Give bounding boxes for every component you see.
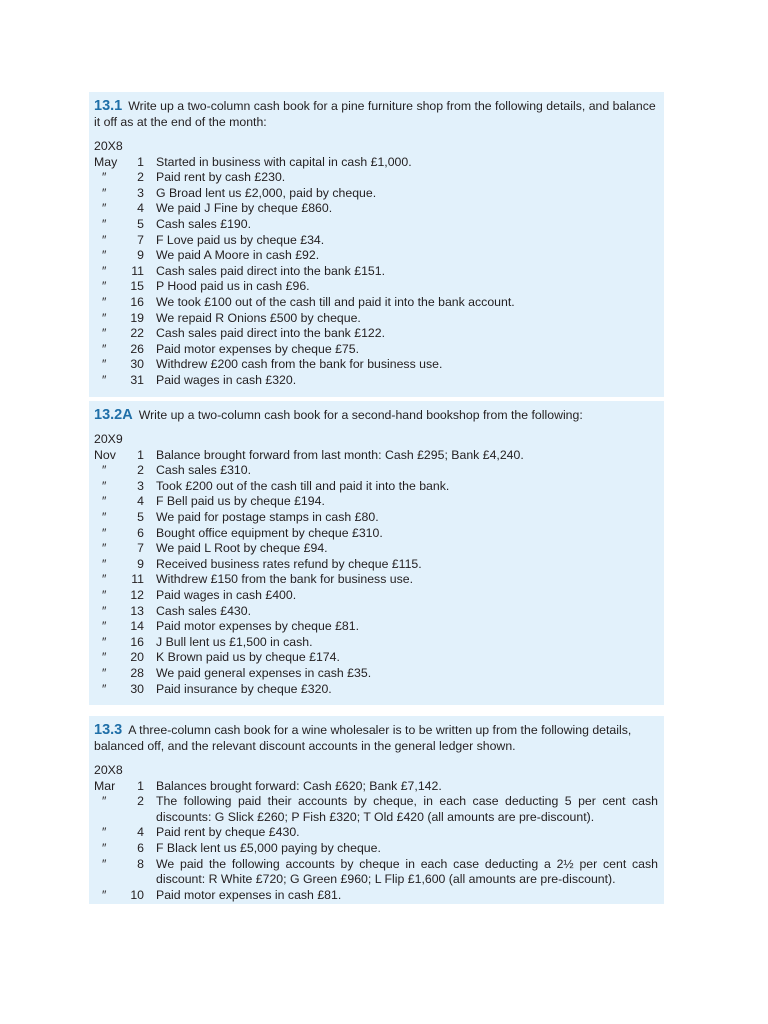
entry-text: Withdrew £200 cash from the bank for business use. (156, 357, 443, 372)
exercise-heading (94, 722, 658, 754)
entry-row (94, 888, 658, 904)
entry-text: We paid J Fine by cheque £860. (156, 201, 333, 216)
entry-text: We paid L Root by cheque £94. (156, 541, 328, 556)
entry-text: Cash sales £310. (156, 463, 252, 478)
entry-text: Cash sales paid direct into the bank £151. (156, 263, 386, 278)
month-label: May (94, 154, 118, 169)
entry-day: 10 (130, 887, 144, 902)
entry-day: 4 (137, 494, 144, 509)
ditto-mark: ″ (102, 310, 107, 325)
entry-day: 5 (137, 509, 144, 524)
entry-text: Balances brought forward: Cash £620; Bank £7,142. (156, 778, 442, 793)
entry-day: 3 (137, 478, 144, 493)
entry-day: 30 (130, 357, 144, 372)
ditto-mark: ″ (102, 650, 107, 665)
entry-day: 5 (137, 216, 144, 231)
entry-text: F Black lent us £5,000 paying by cheque. (156, 840, 381, 855)
ditto-mark: ″ (102, 619, 107, 634)
ditto-mark: ″ (102, 525, 107, 540)
entry-row (94, 635, 658, 651)
entry-day: 22 (130, 326, 144, 341)
entry-text: Paid rent by cash £230. (156, 170, 286, 185)
exercise-13-1 (89, 92, 664, 397)
entry-text: P Hood paid us in cash £96. (156, 279, 310, 294)
entry-text: We paid for postage stamps in cash £80. (156, 509, 379, 524)
entry-row (94, 448, 658, 464)
entry-day: 12 (130, 587, 144, 602)
ditto-mark: ″ (102, 665, 107, 680)
ditto-mark: ″ (102, 201, 107, 216)
entry-row (94, 201, 658, 217)
exercise-number: 13.1 (94, 98, 123, 114)
entry-row (94, 572, 658, 588)
entry-row (94, 557, 658, 573)
exercise-number: 13.3 (94, 722, 123, 738)
year-label: 20X9 (94, 432, 123, 446)
entry-row (94, 494, 658, 510)
entry-text: F Love paid us by cheque £34. (156, 232, 325, 247)
entry-text: F Bell paid us by cheque £194. (156, 494, 325, 509)
entry-day: 8 (137, 856, 144, 871)
ditto-mark: ″ (102, 541, 107, 556)
ditto-mark: ″ (102, 232, 107, 247)
entry-day: 30 (130, 681, 144, 696)
ditto-mark: ″ (102, 216, 107, 231)
entry-day: 16 (130, 634, 144, 649)
ditto-mark: ″ (102, 248, 107, 263)
entry-day: 13 (130, 603, 144, 618)
entry-text: We paid general expenses in cash £35. (156, 665, 372, 680)
entry-day: 16 (130, 294, 144, 309)
entry-day: 26 (130, 341, 144, 356)
ditto-mark: ″ (102, 263, 107, 278)
ditto-mark: ″ (102, 279, 107, 294)
exercise-13-2a (89, 401, 664, 705)
entry-text: We paid the following accounts by cheque in each case deducting a 2½ per cent cash discount: R White £720; G Green £960; L Flip £1,600 (all amounts are pre-discount). (156, 856, 658, 887)
exercise-number: 13.2A (94, 407, 133, 423)
entry-row (94, 373, 658, 389)
entry-text: Paid motor expenses by cheque £75. (156, 341, 360, 356)
ditto-mark: ″ (102, 794, 107, 809)
exercise-instruction: Write up a two-column cash book for a pine furniture shop from the following details, and balance it off as at the end of the month: (94, 99, 656, 129)
ditto-mark: ″ (102, 185, 107, 200)
entry-text: The following paid their accounts by cheque, in each case deducting 5 per cent cash discounts: G Slick £260; P Fish £320; T Old £420 (all amounts are pre-discount). (156, 794, 658, 824)
entry-day: 2 (137, 170, 144, 185)
entry-day: 6 (137, 525, 144, 540)
ditto-mark: ″ (102, 372, 107, 387)
entry-day: 1 (137, 154, 144, 169)
entry-row (94, 186, 658, 202)
exercise-heading (94, 407, 658, 423)
entry-list (94, 448, 658, 698)
entry-row (94, 342, 658, 358)
entry-row (94, 857, 658, 888)
entry-row (94, 526, 658, 542)
entry-row (94, 682, 658, 698)
exercise-instruction: Write up a two-column cash book for a second-hand bookshop from the following: (138, 408, 583, 422)
entry-text: K Brown paid us by cheque £174. (156, 650, 340, 665)
ditto-mark: ″ (102, 840, 107, 855)
entry-day: 1 (137, 447, 144, 462)
entry-text: Bought office equipment by cheque £310. (156, 525, 383, 540)
entry-row (94, 541, 658, 557)
ditto-mark: ″ (102, 572, 107, 587)
entry-day: 31 (130, 372, 144, 387)
ditto-mark: ″ (102, 634, 107, 649)
entry-text: Paid motor expenses in cash £81. (156, 887, 342, 902)
entry-text: Paid motor expenses by cheque £81. (156, 619, 360, 634)
entry-day: 1 (137, 778, 144, 793)
entry-day: 9 (137, 556, 144, 571)
entry-row (94, 604, 658, 620)
entry-list (94, 155, 658, 389)
entry-text: Cash sales £190. (156, 216, 252, 231)
ditto-mark: ″ (102, 357, 107, 372)
entry-row (94, 170, 658, 186)
ditto-mark: ″ (102, 856, 107, 871)
entry-day: 2 (137, 463, 144, 478)
entry-row (94, 264, 658, 280)
entry-text: Received business rates refund by cheque £115. (156, 556, 422, 571)
entry-text: Withdrew £150 from the bank for business use. (156, 572, 413, 587)
entry-row (94, 233, 658, 249)
ditto-mark: ″ (102, 326, 107, 341)
entry-text: Paid wages in cash £320. (156, 372, 297, 387)
entry-row (94, 463, 658, 479)
entry-row (94, 841, 658, 857)
entry-day: 15 (130, 279, 144, 294)
ditto-mark: ″ (102, 478, 107, 493)
entry-text: Paid rent by cheque £430. (156, 825, 300, 840)
ditto-mark: ″ (102, 587, 107, 602)
entry-day: 9 (137, 248, 144, 263)
entry-day: 4 (137, 201, 144, 216)
entry-text: Cash sales £430. (156, 603, 252, 618)
entry-text: Paid insurance by cheque £320. (156, 681, 332, 696)
exercise-13-3 (89, 716, 664, 904)
ditto-mark: ″ (102, 341, 107, 356)
entry-day: 20 (130, 650, 144, 665)
entry-row (94, 510, 658, 526)
entry-text: We paid A Moore in cash £92. (156, 248, 320, 263)
entry-row (94, 619, 658, 635)
entry-list (94, 779, 658, 904)
ditto-mark: ″ (102, 556, 107, 571)
entry-row (94, 588, 658, 604)
ditto-mark: ″ (102, 170, 107, 185)
ditto-mark: ″ (102, 603, 107, 618)
month-label: Mar (94, 778, 116, 793)
entry-row (94, 794, 658, 825)
entry-row (94, 248, 658, 264)
ditto-mark: ″ (102, 494, 107, 509)
entry-text: Cash sales paid direct into the bank £122. (156, 326, 386, 341)
entry-day: 6 (137, 840, 144, 855)
entry-row (94, 326, 658, 342)
entry-day: 7 (137, 232, 144, 247)
month-label: Nov (94, 447, 116, 462)
entry-day: 2 (137, 794, 144, 809)
ditto-mark: ″ (102, 509, 107, 524)
entry-text: Balance brought forward from last month: Cash £295; Bank £4,240. (156, 447, 524, 462)
entry-day: 28 (130, 665, 144, 680)
entry-text: J Bull lent us £1,500 in cash. (156, 634, 313, 649)
entry-text: We repaid R Onions £500 by cheque. (156, 310, 361, 325)
entry-day: 11 (131, 572, 144, 587)
exercise-instruction: A three-column cash book for a wine wholesaler is to be written up from the following details, balanced off, and the relevant discount accounts in the general ledger shown. (94, 723, 632, 753)
entry-row (94, 217, 658, 233)
ditto-mark: ″ (102, 887, 107, 902)
entry-row (94, 311, 658, 327)
entry-day: 14 (130, 619, 144, 634)
entry-row (94, 666, 658, 682)
entry-text: Paid wages in cash £400. (156, 587, 297, 602)
exercise-heading (94, 98, 658, 130)
entry-text: Took £200 out of the cash till and paid it into the bank. (156, 478, 450, 493)
entry-row (94, 650, 658, 666)
year-label: 20X8 (94, 763, 123, 777)
entry-row (94, 279, 658, 295)
entry-row (94, 357, 658, 373)
entry-day: 3 (137, 185, 144, 200)
entry-text: Started in business with capital in cash £1,000. (156, 154, 412, 169)
year-label: 20X8 (94, 139, 123, 153)
entry-text: G Broad lent us £2,000, paid by cheque. (156, 185, 377, 200)
entry-row (94, 779, 658, 795)
entry-text: We took £100 out of the cash till and paid it into the bank account. (156, 294, 515, 309)
entry-row (94, 479, 658, 495)
entry-day: 7 (137, 541, 144, 556)
ditto-mark: ″ (102, 294, 107, 309)
entry-row (94, 825, 658, 841)
ditto-mark: ″ (102, 463, 107, 478)
ditto-mark: ″ (102, 681, 107, 696)
entry-day: 19 (130, 310, 144, 325)
ditto-mark: ″ (102, 825, 107, 840)
entry-day: 11 (131, 263, 144, 278)
entry-day: 4 (137, 825, 144, 840)
entry-row (94, 155, 658, 171)
entry-row (94, 295, 658, 311)
